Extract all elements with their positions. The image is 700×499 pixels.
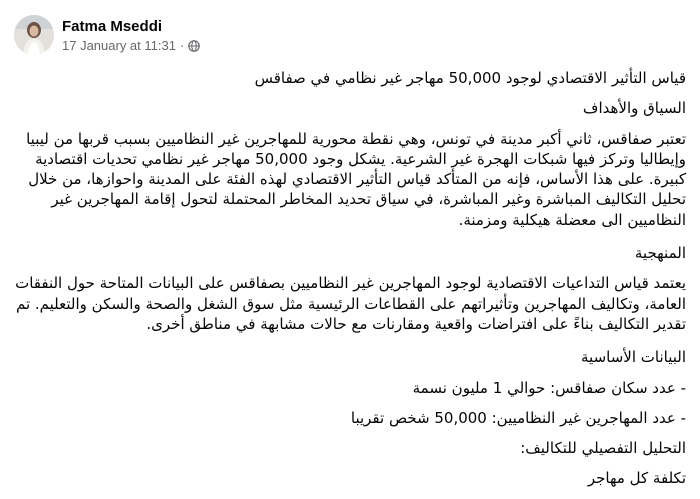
data-item-population: - عدد سكان صفاقس: حوالي 1 مليون نسمة: [412, 378, 686, 397]
section-heading-context: السياق والأهداف: [582, 99, 686, 118]
data-item-migrants: - عدد المهاجرين غير النظاميين: 50,000 شخص تقريبا: [350, 408, 686, 427]
section-heading-data: البيانات الأساسية: [581, 348, 686, 367]
avatar-photo-icon: [14, 15, 54, 55]
avatar[interactable]: [14, 15, 54, 55]
post-meta: [62, 17, 200, 54]
author-name[interactable]: Fatma Mseddi: [62, 17, 163, 35]
post-header: [14, 13, 200, 57]
separator-dot: ·: [179, 37, 185, 53]
post-body: [14, 68, 686, 499]
method-paragraph: يعتمد قياس التداعيات الاقتصادية لوجود المهاجرين غير النظاميين بصفاقس على البيانات المتاحة حول النفقات العامة، وتكاليف المهاجرين وتأثيراتهم على القطاعات الرئيسية مثل سوق الشغل والصحة والسكن والتعليم. تم تقدير التكاليف بناءً على افتراضات واقعية ومقارنات مع حالات مشابهة في مناطق أخرى.: [15, 274, 686, 333]
section-heading-analysis: التحليل التفصيلي للتكاليف:: [520, 439, 686, 458]
post-subline: [62, 38, 200, 54]
context-paragraph: تعتبر صفاقس، ثاني أكبر مدينة في تونس، وهي نقطة محورية للمهاجرين غير النظاميين بسبب قربها من ليبيا وإيطاليا وتركز فيها شبكات الهجرة غير الشرعية. يشكل وجود 50,000 مهاجر غير نظامي تحديات اقتصادية كبيرة. على هذا الأساس، فإنه من المتأكد قياس التأثير الاقتصادي لهذه الفئة على المدينة واحوازها، من خلال تحليل التكاليف المباشرة وغير المباشرة، في سياق تحديد المخاطر المحتملة لتحول إقامة المهاجرين غير النظاميين الى معضلة هيكلية ومزمنة.: [26, 129, 686, 229]
cost-per-migrant-heading: تكلفة كل مهاجر: [587, 469, 686, 488]
section-heading-method: المنهجية: [634, 244, 686, 263]
globe-icon[interactable]: [188, 40, 200, 52]
post-title: قياس التأثير الاقتصادي لوجود 50,000 مهاجر غير نظامي في صفاقس: [254, 69, 686, 87]
post-timestamp[interactable]: 17 January at 11:31: [62, 37, 176, 53]
